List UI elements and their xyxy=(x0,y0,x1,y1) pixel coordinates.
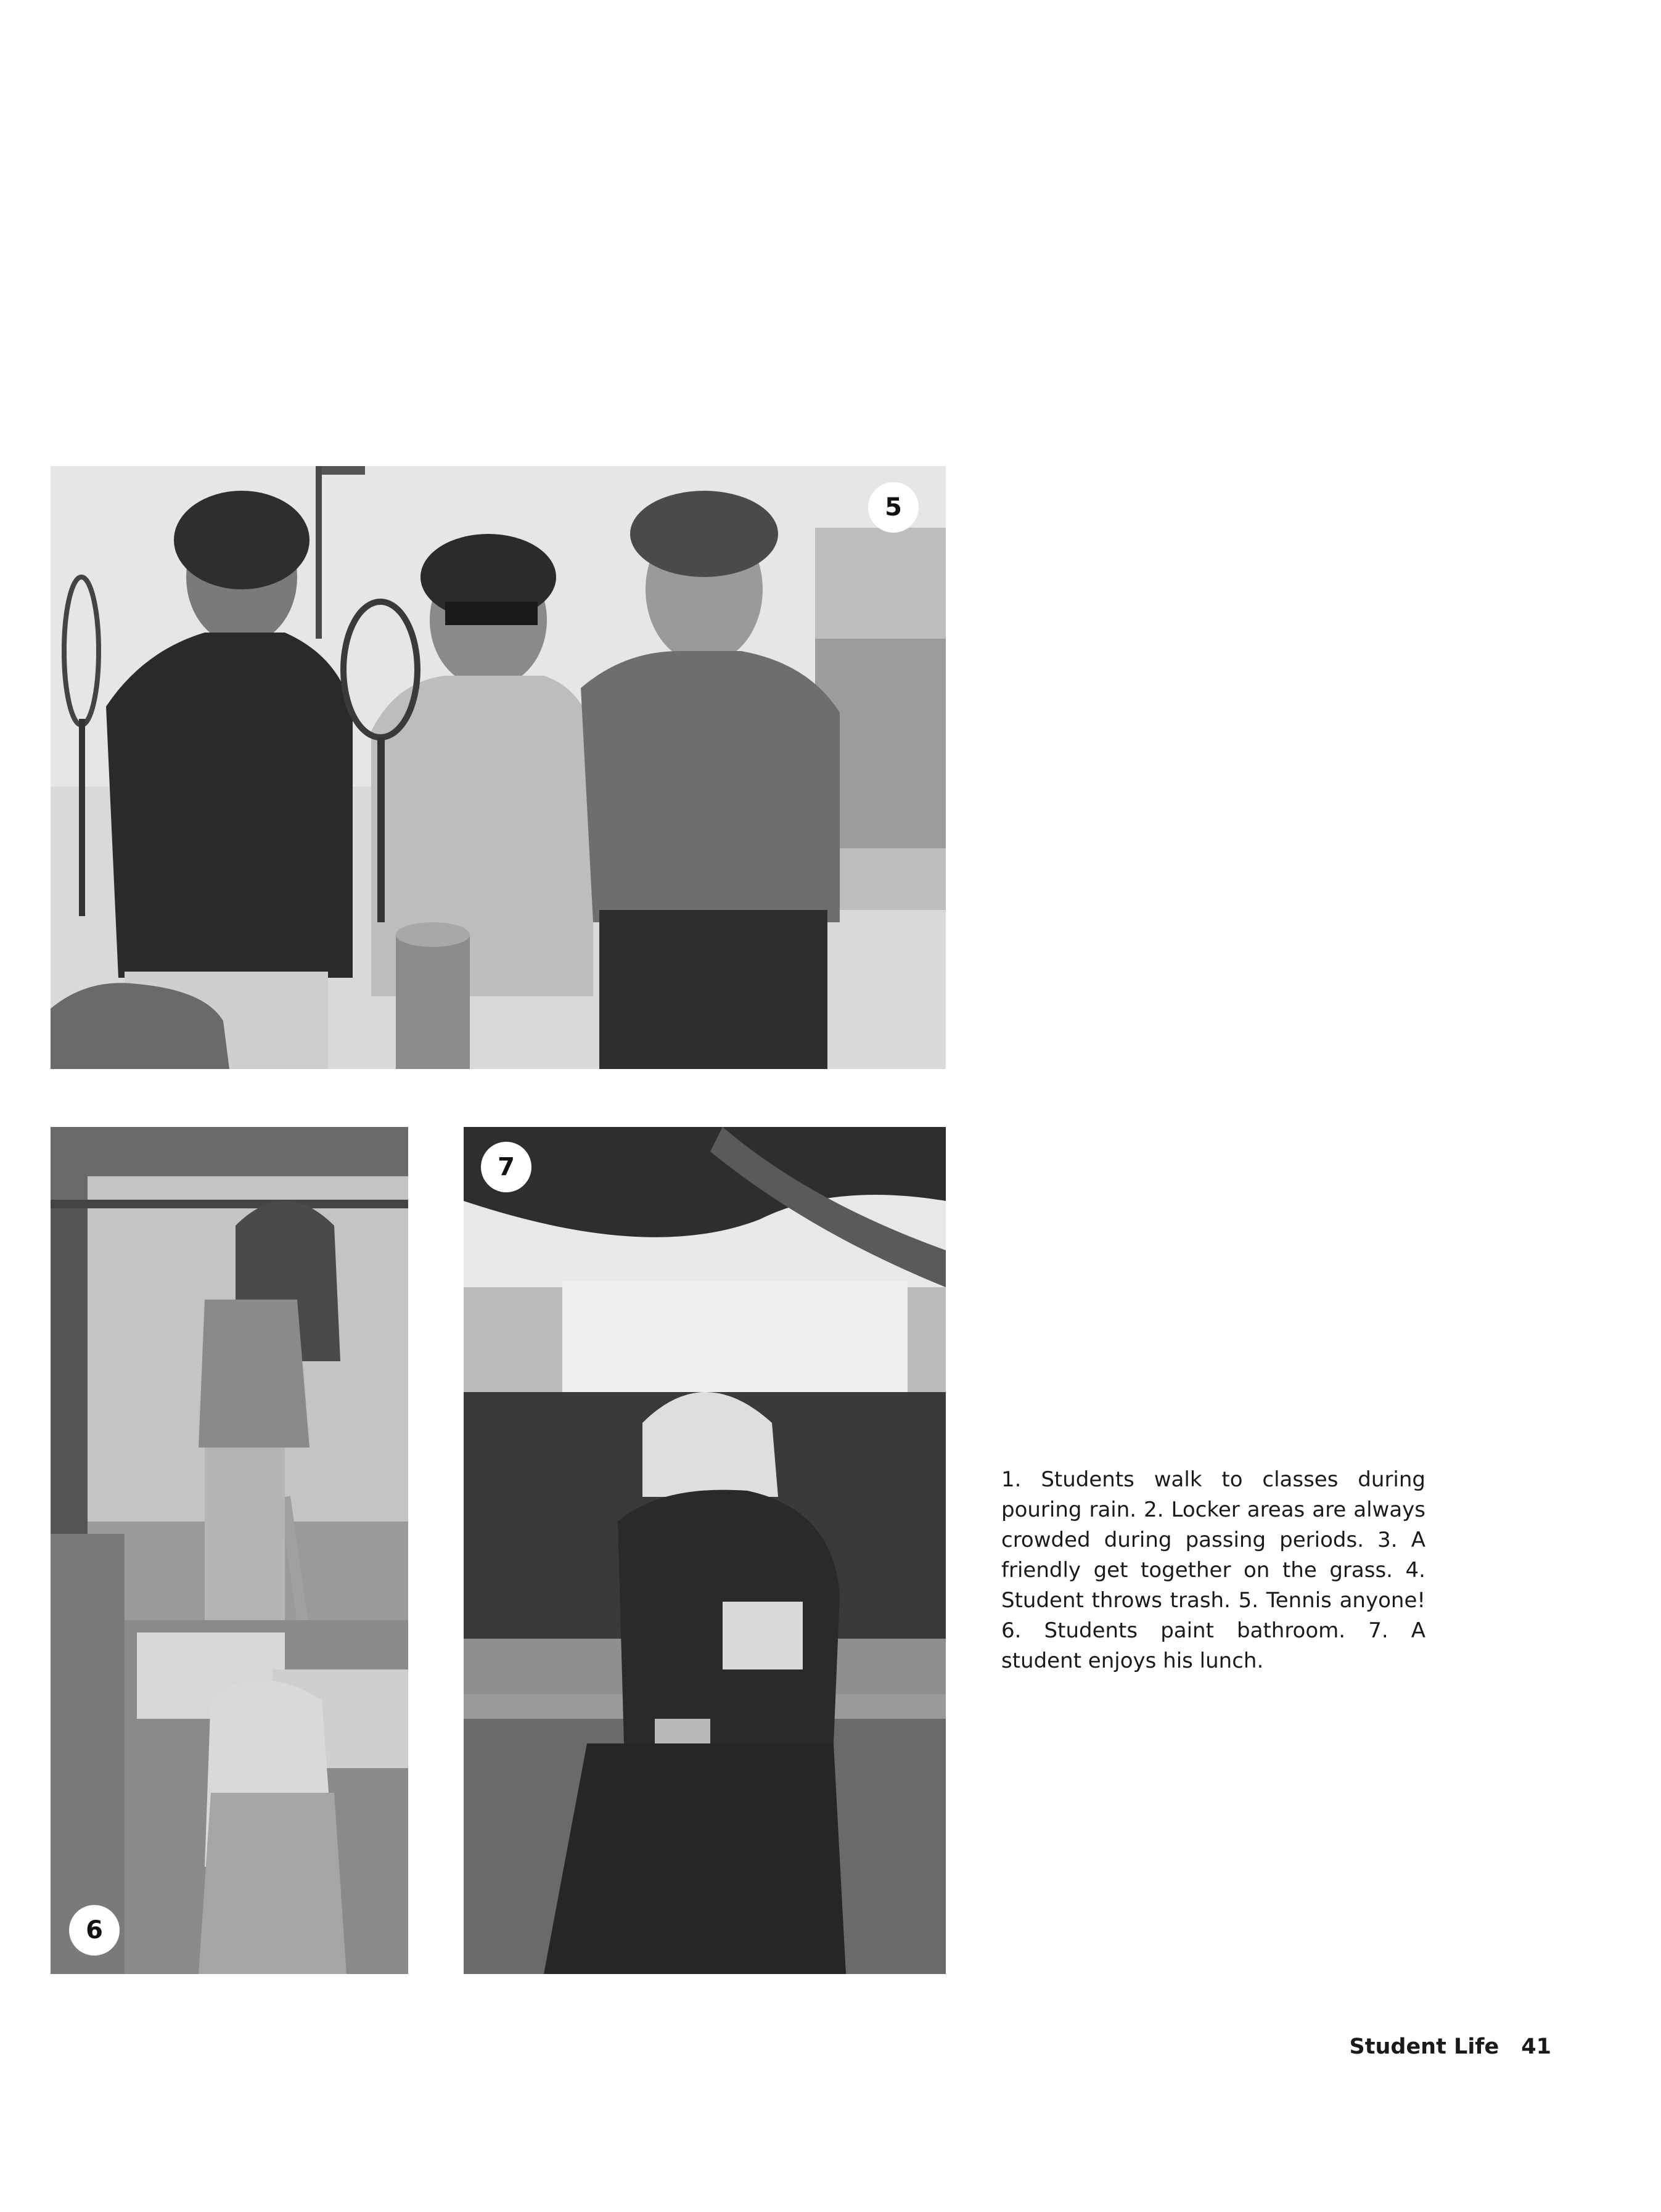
photo-number-badge: 7 xyxy=(481,1142,531,1192)
page-number: 41 xyxy=(1521,2034,1551,2059)
photo-painting-students xyxy=(51,1127,408,1974)
photo-number-badge: 5 xyxy=(868,482,919,533)
photo-number-badge: 6 xyxy=(69,1905,120,1956)
photo-tennis-image xyxy=(51,466,946,1069)
photo-lunch-student xyxy=(464,1127,946,1974)
photo-tennis-students xyxy=(51,466,946,1069)
section-title: Student Life xyxy=(1349,2034,1499,2059)
page-footer xyxy=(1350,2034,1551,2059)
photo-caption: 1. Students walk to classes during pouring rain. 2. Locker areas are always crowded during passing periods. 3. A friendly get together on the grass. 4. Student throws trash. 5. Tennis anyone! 6. Students paint bathroom. 7. A student enjoys his lunch. xyxy=(1001,1467,1425,1673)
photo-painting-image xyxy=(51,1127,408,1974)
photo-lunch-image xyxy=(464,1127,946,1974)
